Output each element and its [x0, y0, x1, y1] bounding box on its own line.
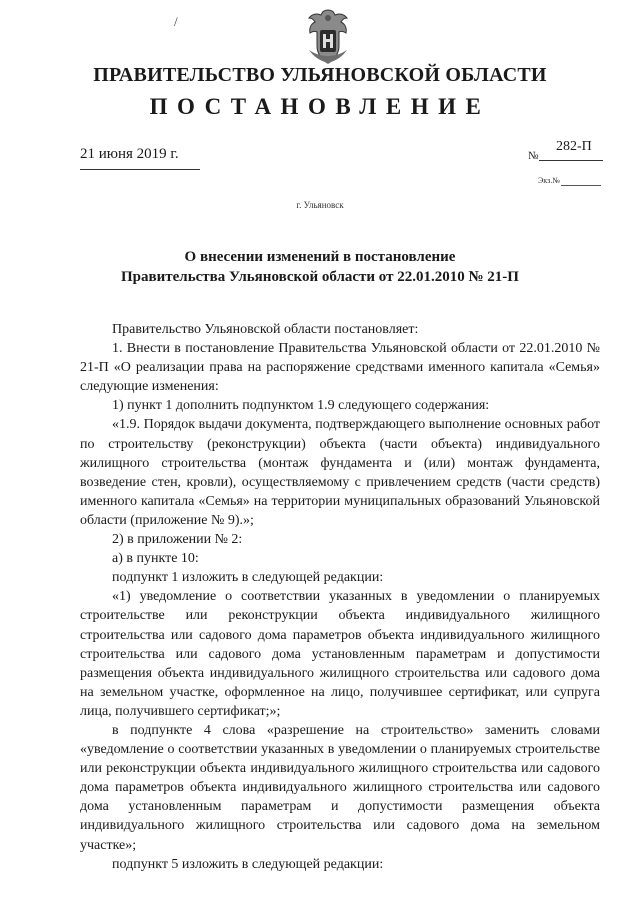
document-number: 282-П [556, 139, 592, 154]
paragraph-2: 1. Внести в постановление Правительства Ульяновской области от 22.01.2010 № 21-П «О реализации права на распоряжение средствами именного капитала «Семья» следующие изменения: [80, 341, 600, 395]
paragraph-6: а) в пункте 10: [112, 551, 199, 567]
subject-line-2: Правительства Ульяновской области от 22.01.2010 № 21-П [121, 269, 519, 285]
city-name: г. Ульяновск [296, 200, 344, 210]
paragraph-4: «1.9. Порядок выдачи документа, подтверждающего выполнение основных работ по строительству (реконструкции) объекта (части объекта) индивидуального жилищного строительства (монтаж фундамента и (или) монтаж фундамента, возведение стен, кровли), осуществляемому с привлечением средств (части средств) именного капитала «Семья» на территории муниципальных образований Ульяновской области (приложение № 9).»; [80, 417, 600, 528]
paragraph-5: 2) в приложении № 2: [112, 532, 243, 548]
coat-of-arms-icon [303, 6, 353, 66]
copy-number-underline [561, 185, 601, 186]
copy-number-label: Экз.№ [538, 176, 560, 185]
paragraph-9: в подпункте 4 слова «разрешение на строительство» заменить словами «уведомление о соответствии указанных в уведомлении о планируемых строительстве или реконструкции объекта индивидуального жилищного строительства или садового дома параметров объекта индивидуального жилищного строительства или садового дома установленным параметрам и допустимости размещения объекта индивидуального жилищного строительства или садового дома на земельном участке»; [80, 722, 600, 853]
paragraph-3: 1) пункт 1 дополнить подпунктом 1.9 следующего содержания: [112, 398, 490, 414]
document-date: 21 июня 2019 г. [80, 146, 179, 162]
subject-line-1: О внесении изменений в постановление [184, 249, 456, 265]
paragraph-10: подпункт 5 изложить в следующей редакции: [112, 856, 384, 872]
paragraph-1: Правительство Ульяновской области постановляет: [112, 322, 419, 337]
number-underline [539, 160, 603, 161]
paragraph-8: «1) уведомление о соответствии указанных в уведомлении о планируемых строительстве или реконструкции объекта индивидуального жилищного строительства или садового дома параметров объекта индивидуального жилищного строительства или садового дома установленным параметрам и допустимости размещения объекта индивидуального жилищного строительства или садового дома на земельном участке, оформленное на лицо, получившее сертификат, или супруга лица, получившего сертификат;»; [80, 589, 600, 719]
date-underline [80, 169, 200, 170]
document-type: ПОСТАНОВЛЕНИЕ [149, 94, 491, 119]
government-title: ПРАВИТЕЛЬСТВО УЛЬЯНОВСКОЙ ОБЛАСТИ [93, 64, 547, 86]
handwritten-mark: / [174, 14, 178, 29]
document-body [80, 320, 600, 874]
paragraph-7: подпункт 1 изложить в следующей редакции: [112, 570, 384, 586]
document-subject [0, 247, 640, 287]
number-label: № [528, 150, 539, 162]
